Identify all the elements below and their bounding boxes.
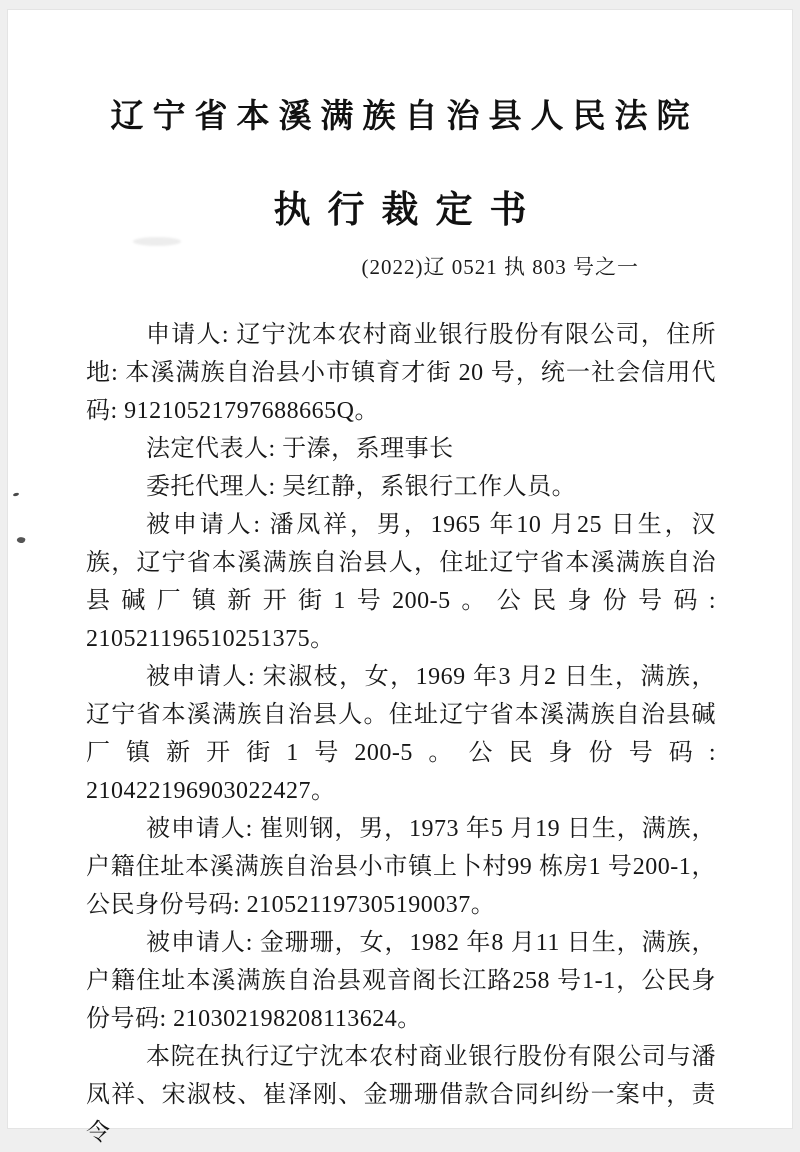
document-title: 执行裁定书 <box>273 189 544 231</box>
scanned-document-page <box>7 9 793 1147</box>
para-respondent-4: 被申请人: 金珊珊，女，1982 年8 月11 日生，满族，户籍住址本溪满族自治县观音阁长江路258 号1-1，公民身份号码: 210302198208113624。 <box>86 930 716 1033</box>
para-respondent-2: 被申请人: 宋淑枝，女，1969 年3 月2 日生，满族，辽宁省本溪满族自治县人。住址辽宁省本溪满族自治县碱厂镇新开街1号200-5。公民身份号码: 210422196903022427。 <box>86 664 716 805</box>
para-case-summary: 本院在执行辽宁沈本农村商业银行股份有限公司与潘凤祥、宋淑枝、崔泽刚、金珊珊借款合同纠纷一案中，责令 <box>86 1044 716 1147</box>
para-legal-representative: 法定代表人: 于溱，系理事长 <box>146 436 454 463</box>
para-respondent-1: 被申请人: 潘凤祥，男，1965 年10 月25 日生，汉族，辽宁省本溪满族自治县人，住址辽宁省本溪满族自治县碱厂镇新开街1号200-5。公民身份号码: 210521196510251375。 <box>86 512 716 653</box>
court-name-title: 辽宁省本溪满族自治县人民法院 <box>110 99 699 135</box>
para-applicant: 申请人: 辽宁沈本农村商业银行股份有限公司，住所地: 本溪满族自治县小市镇育才街 20 号，统一社会信用代码: 91210521797688665Q。 <box>86 322 716 425</box>
para-entrusted-agent: 委托代理人: 吴红静，系银行工作人员。 <box>146 474 577 501</box>
scan-smudge-artifact <box>133 237 181 246</box>
para-respondent-3: 被申请人: 崔则钢，男，1973 年5 月19 日生，满族，户籍住址本溪满族自治县小市镇上卜村99 栋房1 号200-1，公民身份号码: 210521197305190037。 <box>86 816 716 919</box>
document-body <box>8 316 792 1152</box>
case-number: (2022)辽 0521 执 803 号之一 <box>361 254 639 279</box>
scan-speck-artifact <box>580 606 583 610</box>
